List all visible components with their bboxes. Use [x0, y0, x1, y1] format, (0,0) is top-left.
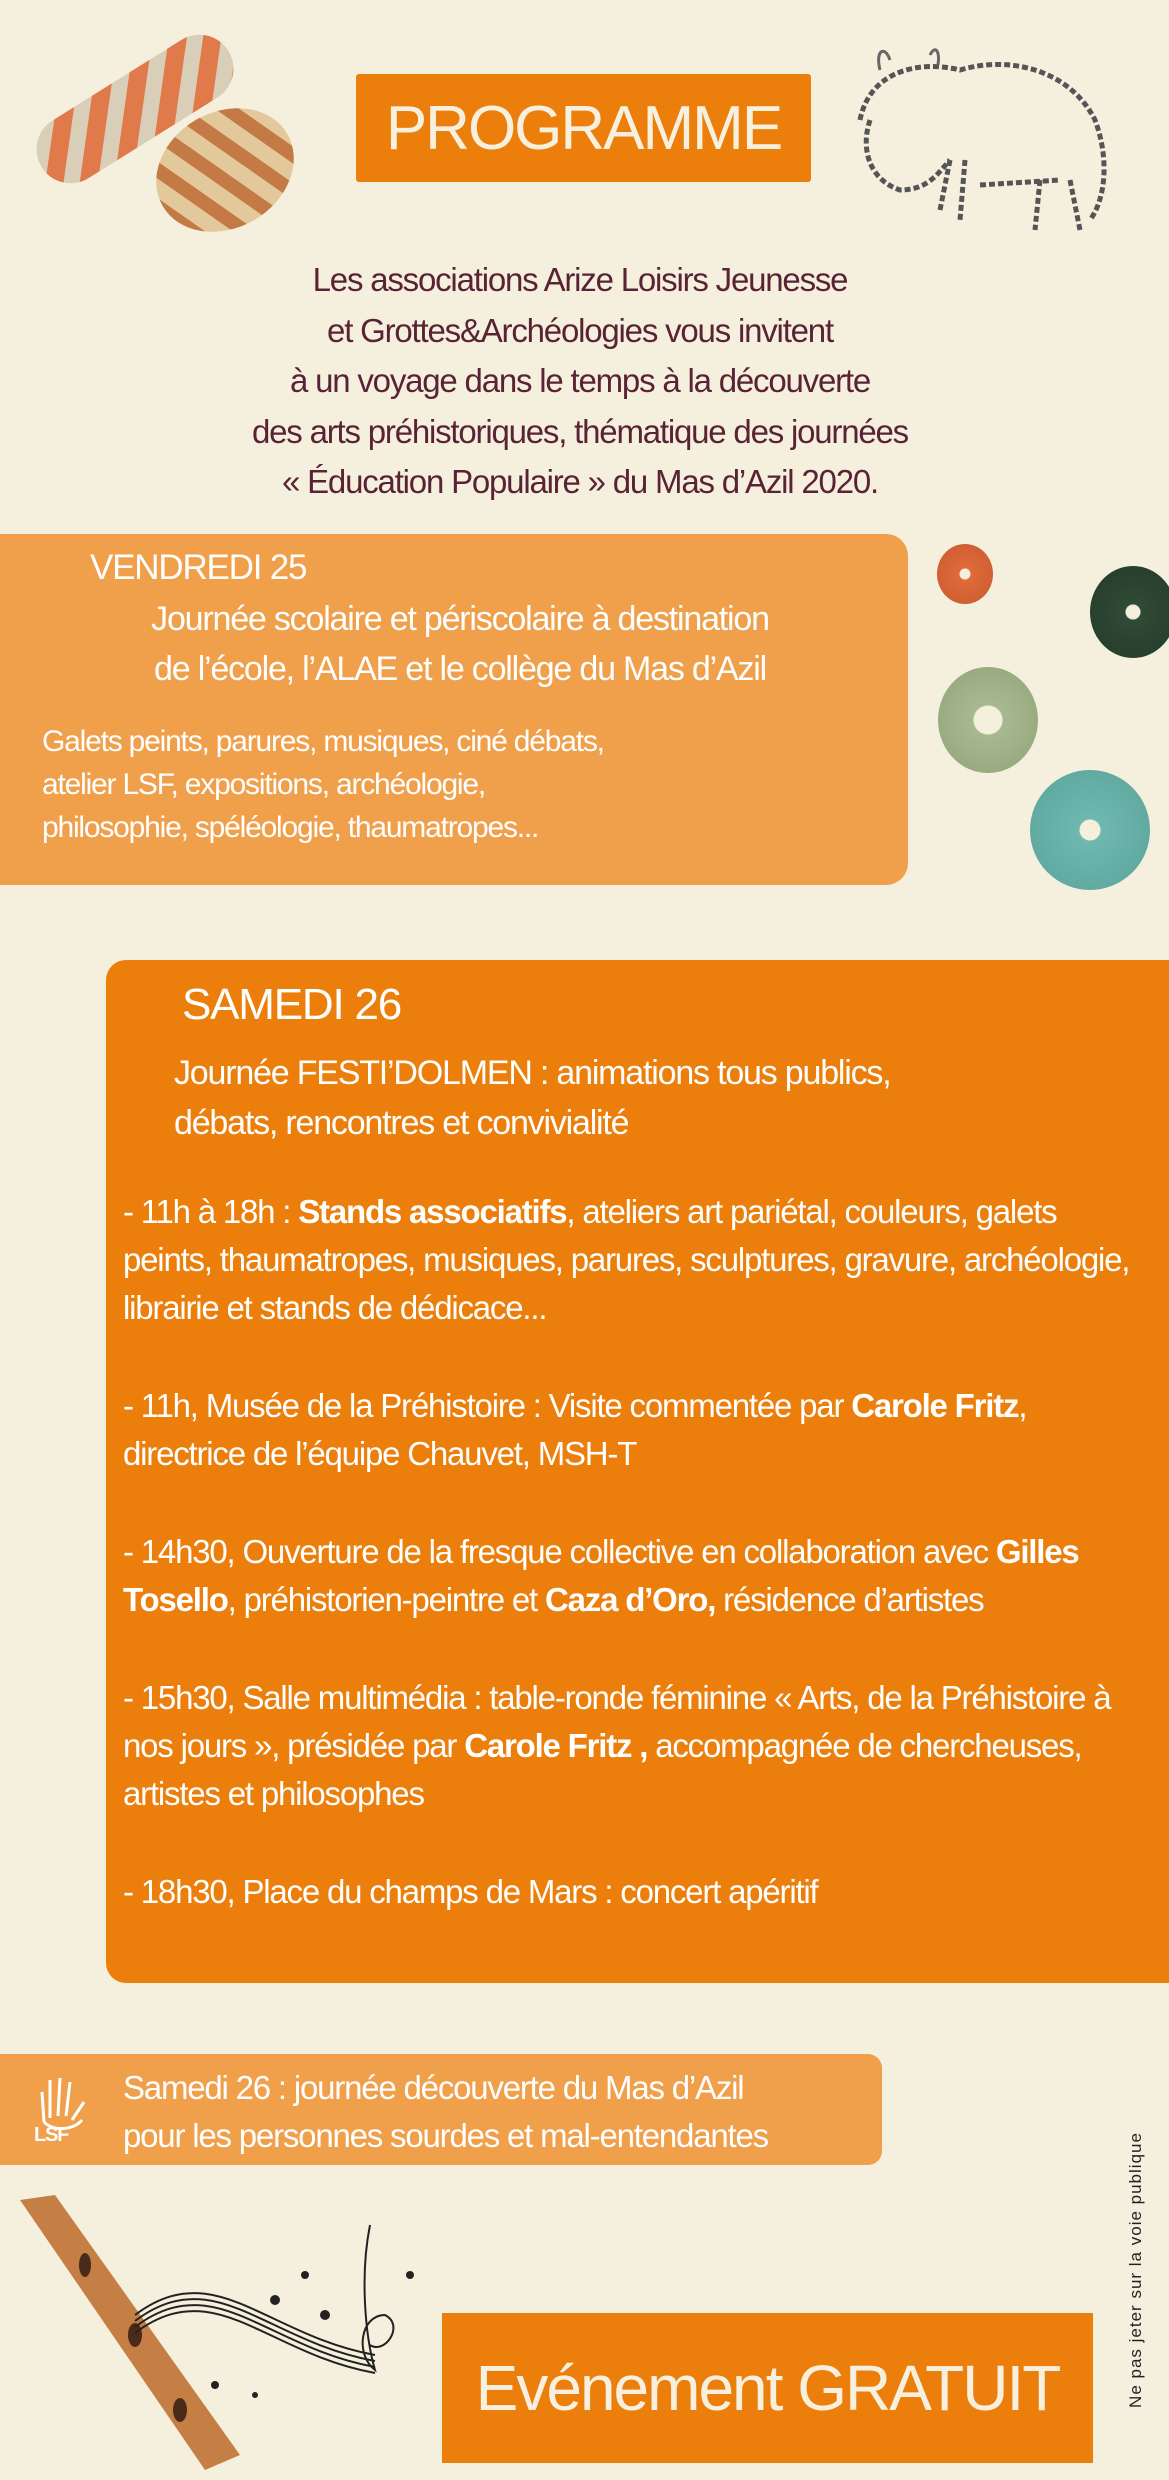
lsf-accessibility-banner	[0, 2054, 882, 2165]
intro-line: à un voyage dans le temps à la découverte	[289, 362, 871, 399]
lsf-text	[123, 2064, 768, 2160]
intro-line: des arts préhistoriques, thématique des journées	[252, 412, 908, 450]
flute-and-music-notes-image	[15, 2195, 435, 2475]
subtitle-line: Journée scolaire et périscolaire à destination	[151, 600, 769, 638]
programme-title-banner	[356, 74, 811, 182]
subtitle-line: de l’école, l’ALAE et le collège du Mas d’Azil	[154, 650, 766, 688]
subtitle-line: Journée FESTI’DOLMEN : animations tous publics,	[174, 1054, 891, 1092]
schedule-item: - 15h30, Salle multimédia : table-ronde féminine « Arts, de la Préhistoire à nos jours », présidée par Carole Fritz , accompagnée de chercheuses, artistes et philosophes	[123, 1679, 1111, 1812]
samedi-subtitle	[174, 1048, 890, 1148]
vendredi-subtitle	[60, 594, 860, 694]
free-event-text: Evénement GRATUIT	[475, 2352, 1060, 2424]
intro-line: Les associations Arize Loisirs Jeunesse	[312, 261, 848, 298]
litter-notice: Ne pas jeter sur la voie publique	[1126, 2132, 1145, 2408]
activity-line: atelier LSF, expositions, archéologie,	[42, 768, 486, 801]
bison-cave-drawing-image	[840, 40, 1130, 240]
schedule-item: - 11h, Musée de la Préhistoire : Visite commentée par Carole Fritz, directrice de l’équipe Chauvet, MSH-T	[123, 1387, 1027, 1472]
samedi-section	[106, 960, 1169, 1983]
vendredi-section	[0, 534, 908, 885]
schedule-item: - 11h à 18h : Stands associatifs, ateliers art pariétal, couleurs, galets peints, thaumatropes, musiques, parures, sculptures, gravure, archéologie, librairie et stands de dédicace...	[123, 1193, 1130, 1326]
samedi-schedule	[123, 1188, 1153, 1966]
vendredi-day-heading: VENDREDI 25	[90, 548, 307, 587]
activity-line: Galets peints, parures, musiques, ciné débats,	[42, 725, 604, 758]
lsf-sign-language-icon: LSF	[34, 2072, 94, 2152]
intro-line: et Grottes&Archéologies vous invitent	[327, 311, 833, 349]
dark-green-bead-image	[1090, 566, 1169, 658]
schedule-item: - 18h30, Place du champs de Mars : concert apéritif	[123, 1873, 818, 1910]
light-green-bead-image	[938, 667, 1038, 773]
free-event-banner	[442, 2313, 1093, 2463]
schedule-item: - 14h30, Ouverture de la fresque collective en collaboration avec Gilles Tosello, préhistorien-peintre et Caza d’Oro, résidence d’artistes	[123, 1533, 1079, 1618]
intro-line: « Éducation Populaire » du Mas d’Azil 2020.	[282, 463, 878, 500]
subtitle-line: débats, rencontres et convivialité	[174, 1104, 629, 1142]
vendredi-activities	[42, 720, 604, 849]
intro-text	[100, 255, 1060, 508]
samedi-day-heading: SAMEDI 26	[182, 980, 402, 1029]
lsf-line: Samedi 26 : journée découverte du Mas d’Azil	[123, 2069, 744, 2106]
page-title: PROGRAMME	[385, 93, 782, 163]
turquoise-bead-image	[1030, 770, 1150, 890]
painted-pebbles-image	[10, 30, 310, 240]
lsf-line: pour les personnes sourdes et mal-entendantes	[123, 2117, 768, 2154]
activity-line: philosophie, spéléologie, thaumatropes...	[42, 811, 539, 844]
orange-bead-image	[937, 544, 993, 604]
